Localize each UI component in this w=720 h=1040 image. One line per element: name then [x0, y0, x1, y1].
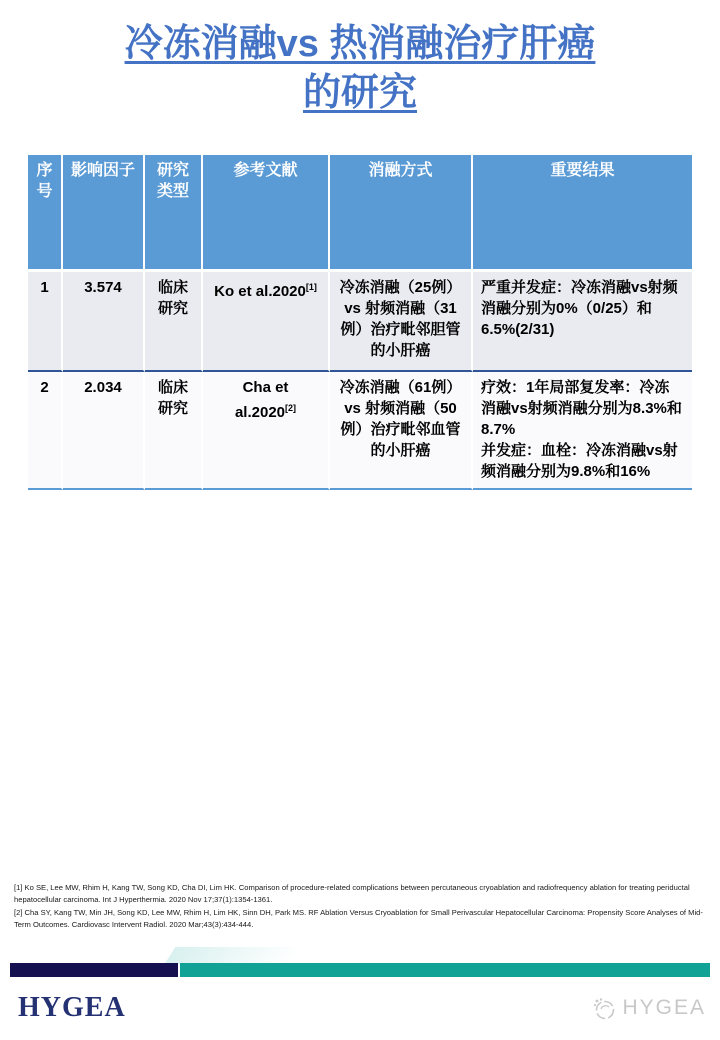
- col-header-key-results: 重要结果: [473, 155, 692, 272]
- reference-text: Cha et al.2020: [234, 379, 289, 421]
- footnotes: [14, 882, 714, 932]
- col-header-reference: 参考文献: [203, 155, 330, 272]
- reference-superscript: [1]: [305, 282, 317, 292]
- result-line: 严重并发症：冷冻消融vs射频消融分别为0%（0/25）和6.5%(2/31): [481, 279, 678, 338]
- reference-text: Ko et al.2020: [214, 283, 306, 300]
- table-header-row: [28, 155, 692, 272]
- cell-ablation-method: 冷冻消融（61例）vs 射频消融（50例）治疗毗邻血管的小肝癌: [330, 372, 473, 490]
- reference-superscript: [2]: [285, 403, 297, 413]
- hygea-watermark-label: HYGEA: [622, 996, 706, 1019]
- page-title: [0, 20, 720, 118]
- footnote-2: [2] Cha SY, Kang TW, Min JH, Song KD, Lee MW, Rhim H, Lim HK, Sinn DH, Park MS. RF Ablation Versus Cryoablation for Small Perivascular Hepatocellular Carcinoma: Propensity Score Analyses of Mid-Term Outcomes. Cardiovasc Intervent Radiol. 2020 Mar;43(3):434-444.: [14, 907, 703, 930]
- col-header-study-type: 研究类型: [145, 155, 203, 272]
- col-header-no: 序号: [28, 155, 63, 272]
- col-header-ablation-method: 消融方式: [330, 155, 473, 272]
- cell-key-results: [473, 372, 692, 490]
- footnote-1: [1] Ko SE, Lee MW, Rhim H, Kang TW, Song KD, Cha DI, Lim HK. Comparison of procedure-related complications between percutaneous cryoablation and radiofrequency ablation for treating periductal hepatocellular carcinoma. Int J Hyperthermia. 2020 Nov 17;37(1):1354-1361.: [14, 883, 690, 905]
- page-title-line1: 冷冻消融vs 热消融治疗肝癌: [124, 23, 596, 65]
- cell-reference: [203, 272, 330, 372]
- cell-no: 1: [28, 272, 63, 372]
- result-line: 疗效：1年局部复发率：冷冻消融vs射频消融分别为8.3%和8.7%: [481, 379, 682, 438]
- result-line: 并发症：血栓：冷冻消融vs射频消融分别为9.8%和16%: [481, 442, 678, 480]
- cell-impact-factor: 2.034: [63, 372, 145, 490]
- hygea-watermark-icon: [591, 995, 617, 1021]
- col-header-impact-factor: 影响因子: [63, 155, 145, 272]
- cell-impact-factor: 3.574: [63, 272, 145, 372]
- cell-no: 2: [28, 372, 63, 490]
- footer-swoosh-decoration: [165, 947, 301, 964]
- hygea-logo: HYGEA: [18, 992, 126, 1023]
- cell-key-results: [473, 272, 692, 372]
- cell-study-type: 临床研究: [145, 372, 203, 490]
- cell-ablation-method: 冷冻消融（25例）vs 射频消融（31例）治疗毗邻胆管的小肝癌: [330, 272, 473, 372]
- footer-bar-navy-segment: [10, 963, 178, 977]
- footer-bar-teal-segment: [180, 963, 710, 977]
- study-table: [28, 155, 692, 490]
- cell-study-type: 临床研究: [145, 272, 203, 372]
- page-title-line2: 的研究: [302, 72, 417, 114]
- table-row-1: [28, 272, 692, 372]
- table-row-2: [28, 372, 692, 490]
- cell-reference: [203, 372, 330, 490]
- hygea-watermark: [591, 995, 706, 1021]
